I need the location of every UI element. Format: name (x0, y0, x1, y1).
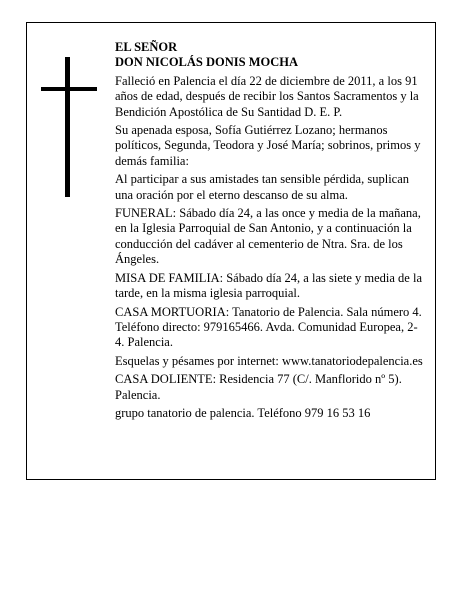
obituary-notice (26, 22, 436, 480)
paragraph-death-announcement: Falleció en Palencia el día 22 de diciembre de 2011, a los 91 años de edad, después de recibir los Santos Sacramentos y la Bendición Apostólica de Su Santidad D. E. P. (115, 73, 419, 119)
cross-horizontal-bar (41, 87, 97, 91)
paragraph-internet: Esquelas y pésames por internet: www.tanatoriodepalencia.es (115, 353, 423, 368)
paragraph-funeral: FUNERAL: Sábado día 24, a las once y media de la mañana, en la Iglesia Parroquial de San Antonio, y a continuación la conducción del cadáver al cementerio de Ntra. Sra. de los Ángeles. (115, 206, 421, 267)
cross-icon (41, 57, 97, 197)
cross-vertical-bar (65, 57, 70, 197)
notice-heading: EL SEÑOR (115, 40, 178, 54)
paragraph-request: Al participar a sus amistades tan sensible pérdida, suplican una oración por el eterno descanso de su alma. (115, 172, 410, 202)
obituary-text (115, 40, 423, 424)
paragraph-family: Su apenada esposa, Sofía Gutiérrez Lozano; hermanos políticos, Segunda, Teodora y José María; sobrinos, primos y demás familia: (115, 123, 421, 168)
paragraph-residence: CASA DOLIENTE: Residencia 77 (C/. Manflorido nº 5). Palencia. (115, 372, 402, 402)
paragraph-family-mass: MISA DE FAMILIA: Sábado día 24, a las siete y media de la tarde, en la misma iglesia parroquial. (115, 270, 423, 301)
paragraph-group-contact: grupo tanatorio de palencia. Teléfono 979 16 53 16 (115, 405, 371, 420)
paragraph-funeral-home: CASA MORTUORIA: Tanatorio de Palencia. Sala número 4. Teléfono directo: 979165466. Avda. Comunidad Europea, 2-4. Palencia. (115, 304, 422, 350)
deceased-name: DON NICOLÁS DONIS MOCHA (115, 55, 299, 70)
